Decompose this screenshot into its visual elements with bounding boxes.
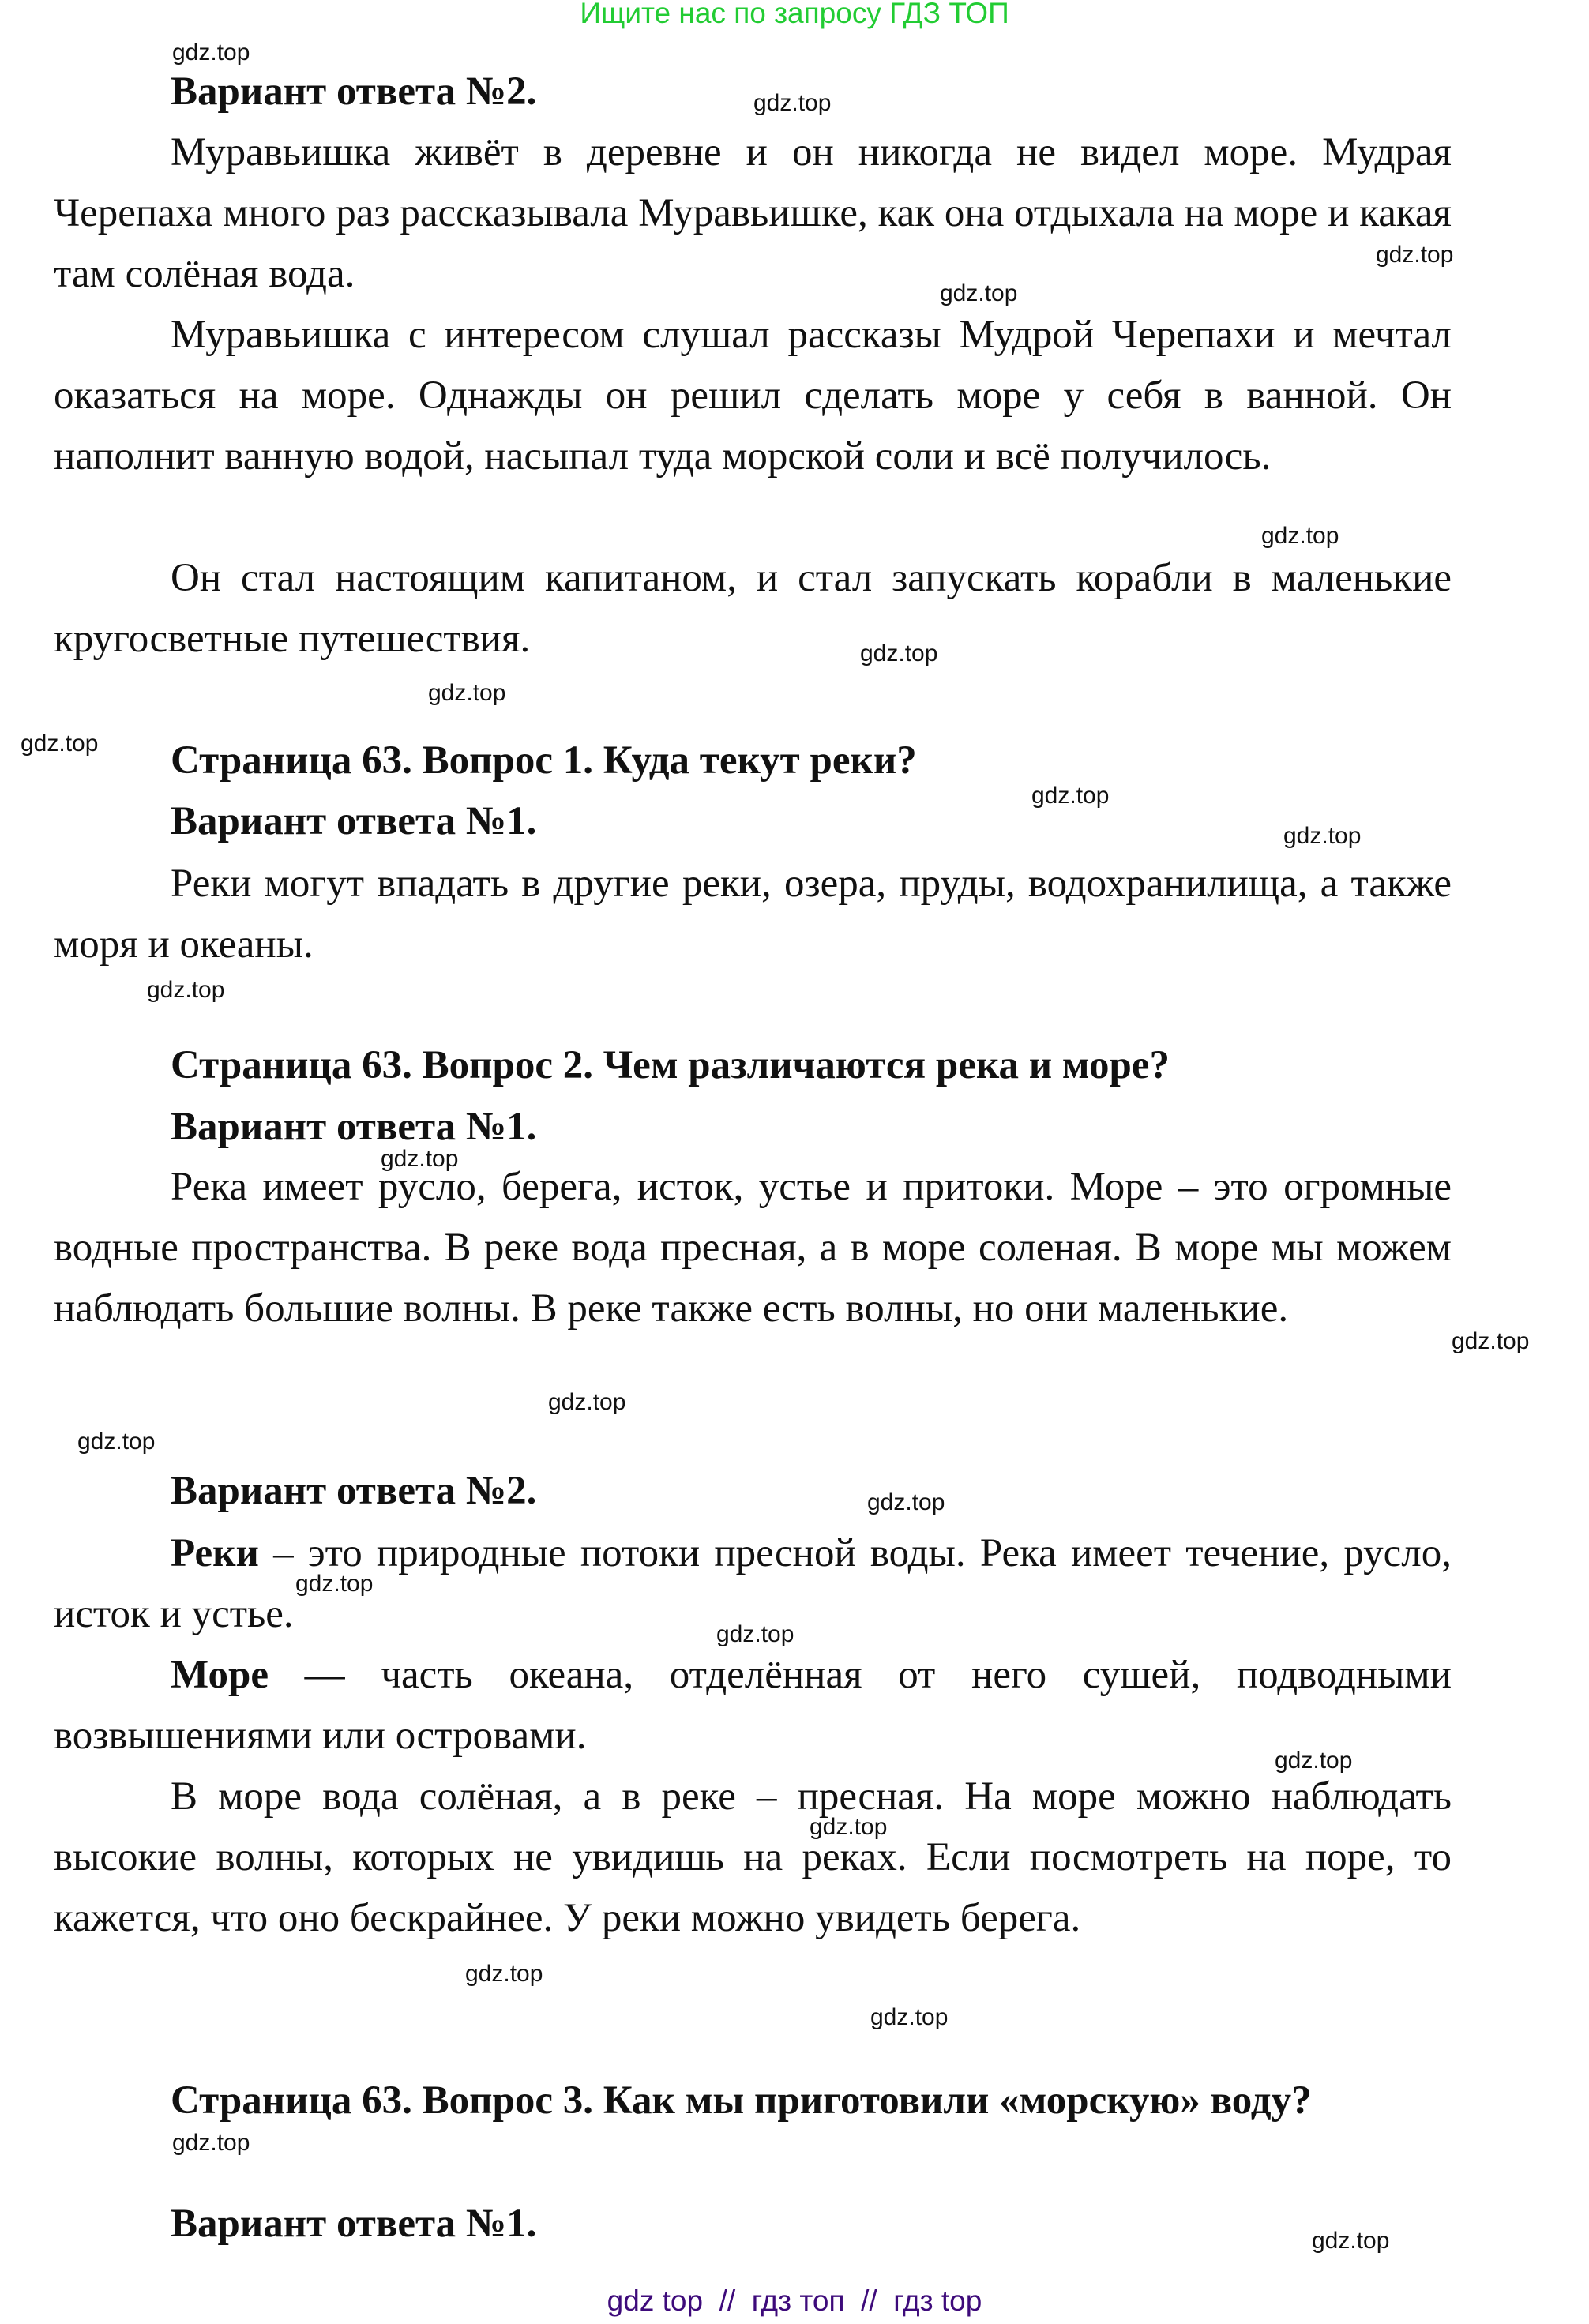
paragraph: В море вода солёная, а в реке – пресная. На море можно наблюдать высокие волны, которых не увидишь на реках. Если посмотреть на поре, то кажется, что оно бескрайнее. У реки можно увидеть берега.	[54, 1774, 1452, 1940]
footer-links[interactable]: gdz top // гдз топ // гдз top	[607, 2285, 982, 2317]
watermark: gdz.top	[1261, 523, 1339, 549]
answer-variant-heading: Вариант ответа №2.	[171, 69, 537, 114]
question-heading: Страница 63. Вопрос 1. Куда текут реки?	[171, 738, 917, 783]
watermark: gdz.top	[172, 2130, 250, 2156]
paragraph: Он стал настоящим капитаном, и стал запускать корабли в маленькие кругосветные путешествия.	[54, 556, 1452, 661]
watermark: gdz.top	[172, 39, 250, 66]
watermark: gdz.top	[295, 1571, 374, 1597]
paragraph: Муравьишка живёт в деревне и он никогда не видел море. Мудрая Черепаха много раз рассказывала Муравьишке, как она отдыхала на море и какая там солёная вода.	[54, 130, 1452, 296]
watermark: gdz.top	[1376, 242, 1454, 268]
watermark: gdz.top	[1031, 783, 1110, 809]
watermark: gdz.top	[1312, 2228, 1390, 2254]
watermark: gdz.top	[716, 1621, 794, 1647]
answer-variant-heading: Вариант ответа №1.	[171, 1105, 537, 1149]
answer-variant-heading: Вариант ответа №2.	[171, 1469, 537, 1513]
definition: — часть океана, отделённая от него сушей, подводными возвышениями или островами.	[54, 1653, 1452, 1758]
paragraph	[54, 1645, 1452, 1766]
watermark: gdz.top	[147, 977, 225, 1003]
paragraph: Муравьишка с интересом слушал рассказы Мудрой Черепахи и мечтал оказаться на море. Однажды он решил сделать море у себя в ванной. Он наполнит ванную водой, насыпал туда морской соли и всё получилось.	[54, 313, 1452, 479]
search-banner[interactable]: Ищите нас по запросу ГДЗ ТОП	[580, 0, 1009, 29]
watermark: gdz.top	[753, 90, 832, 116]
paragraph: Река имеет русло, берега, исток, устье и притоки. Море – это огромные водные пространства. В реке вода пресная, а в море соленая. В море мы можем наблюдать большие волны. В реке также есть волны, но они маленькие.	[54, 1165, 1452, 1331]
watermark: gdz.top	[940, 280, 1018, 306]
watermark: gdz.top	[548, 1389, 626, 1415]
paragraph: Реки могут впадать в другие реки, озера, пруды, водохранилища, а также моря и океаны.	[54, 862, 1452, 967]
watermark: gdz.top	[860, 640, 938, 666]
question-heading: Страница 63. Вопрос 2. Чем различаются река и море?	[171, 1043, 1170, 1087]
watermark: gdz.top	[77, 1429, 156, 1455]
watermark: gdz.top	[428, 680, 506, 706]
definition: – это природные потоки пресной воды. Река имеет течение, русло, исток и устье.	[54, 1531, 1452, 1636]
watermark: gdz.top	[1275, 1748, 1353, 1774]
watermark: gdz.top	[381, 1146, 459, 1172]
watermark: gdz.top	[465, 1961, 543, 1987]
question-heading: Страница 63. Вопрос 3. Как мы приготовили «морскую» воду?	[171, 2078, 1312, 2123]
watermark: gdz.top	[867, 1489, 945, 1515]
watermark: gdz.top	[810, 1814, 888, 1840]
answer-variant-heading: Вариант ответа №1.	[171, 2202, 537, 2246]
watermark: gdz.top	[1452, 1328, 1530, 1354]
watermark: gdz.top	[870, 2004, 949, 2030]
watermark: gdz.top	[21, 730, 99, 757]
watermark: gdz.top	[1283, 823, 1362, 849]
answer-variant-heading: Вариант ответа №1.	[171, 799, 537, 843]
term: Море	[171, 1653, 269, 1697]
term: Реки	[171, 1531, 259, 1575]
